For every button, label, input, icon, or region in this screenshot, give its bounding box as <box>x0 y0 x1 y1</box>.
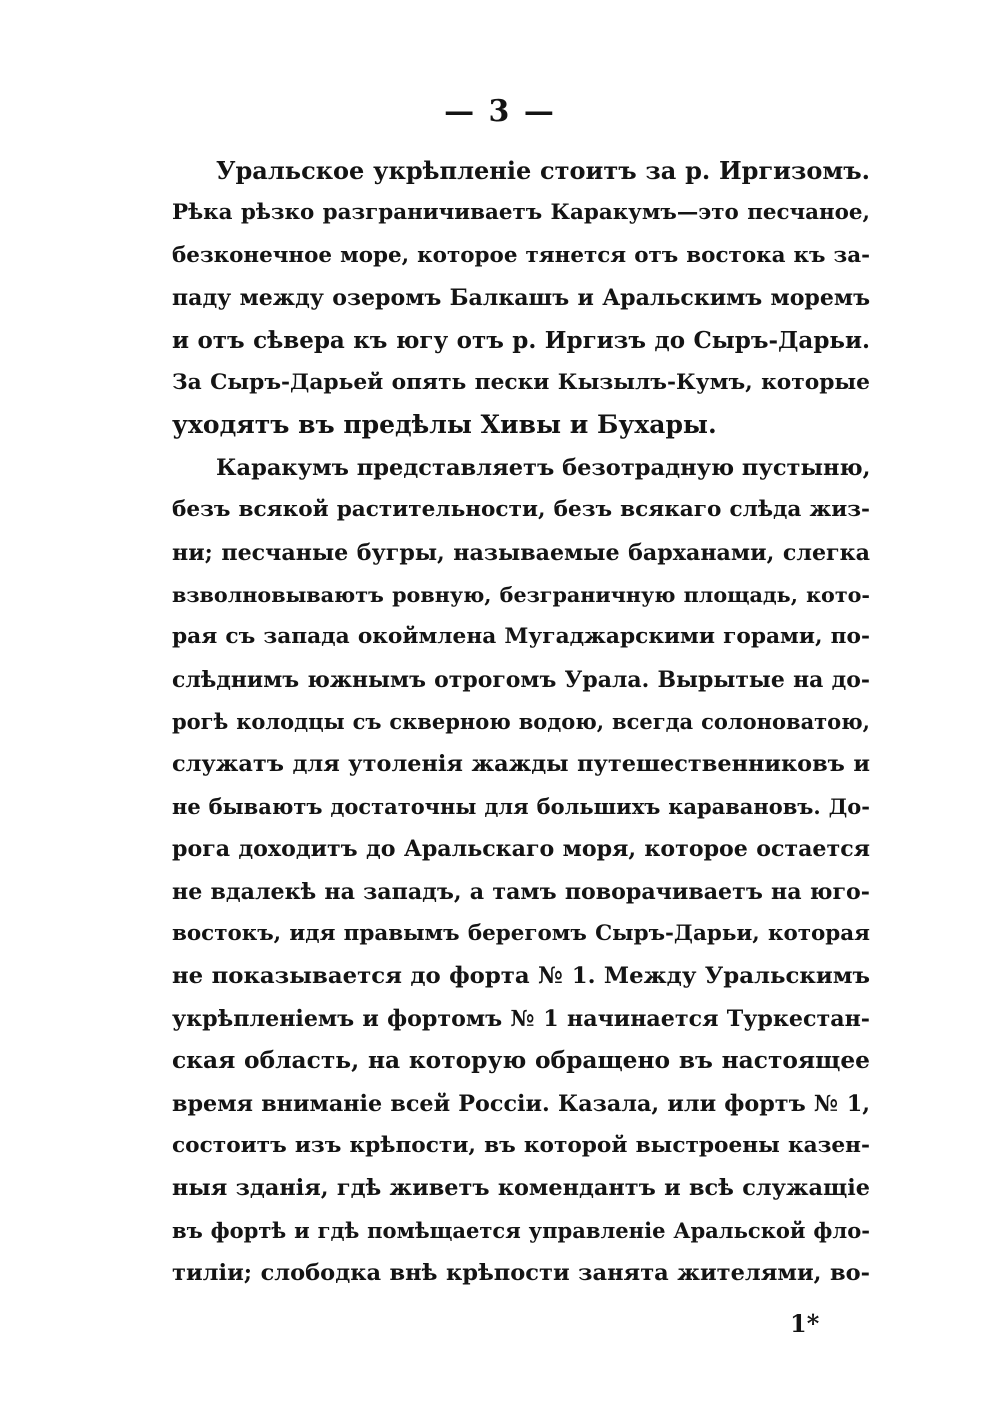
text-line: служатъ для утоленія жажды путешественниковъ и <box>172 751 870 778</box>
text-line: За Сыръ-Дарьей опять пески Кызылъ-Кумъ, которые <box>172 369 870 395</box>
text-line: уходятъ въ предѣлы Хивы и Бухары. <box>172 410 717 440</box>
text-line: Рѣка рѣзко разграничиваетъ Каракумъ—это песчаное, <box>172 200 870 226</box>
text-line: рога доходитъ до Аральскаго моря, которое остается <box>172 836 870 863</box>
text-line: рая съ запада окоймлена Мугаджарскими горами, по- <box>172 624 870 650</box>
text-line: въ фортѣ и гдѣ помѣщается управленіе Аральской фло- <box>172 1217 870 1243</box>
text-line: ныя зданія, гдѣ живетъ комендантъ и всѣ служащіе <box>172 1175 870 1202</box>
text-line: не бываютъ достаточны для большихъ каравановъ. До- <box>172 793 870 819</box>
text-line: не показывается до форта № 1. Между Уральскимъ <box>172 963 870 990</box>
text-line: укрѣпленіемъ и фортомъ № 1 начинается Туркестан- <box>172 1005 870 1032</box>
text-line: и отъ сѣвера къ югу отъ р. Иргизъ до Сыръ-Дарьи. <box>172 326 870 354</box>
text-line: безъ всякой растительности, безъ всякаго слѣда жиз- <box>172 497 870 523</box>
text-line: взволновываютъ ровную, безграничную площадь, кото- <box>172 582 870 607</box>
text-line: ская область, на которую обращено въ настоящее <box>172 1047 870 1075</box>
text-line: паду между озеромъ Балкашъ и Аральскимъ моремъ <box>172 285 870 312</box>
text-line: слѣднимъ южнымъ отрогомъ Урала. Вырытые на до- <box>172 666 870 693</box>
paragraph-2 <box>172 447 870 1295</box>
paragraph-1 <box>172 150 870 447</box>
page-number: — 3 — <box>444 94 556 129</box>
text-line: время вниманіе всей Россіи. Казала, или фортъ № 1, <box>172 1090 870 1117</box>
text-line: востокъ, идя правымъ берегомъ Сыръ-Дарьи, которая <box>172 921 870 947</box>
body-text <box>172 150 870 1295</box>
text-line: тиліи; слобoдка внѣ крѣпости занята жителями, во- <box>172 1260 870 1287</box>
text-line: безконечное море, которое тянется отъ востока къ за- <box>172 242 870 268</box>
text-line: рогѣ колодцы съ скверною водою, всегда солоноватою, <box>172 709 870 735</box>
text-line: не вдалекѣ на западъ, а тамъ поворачиваетъ на юго- <box>172 878 870 905</box>
text-line: Уральское укрѣпленіе стоитъ за р. Иргизомъ. <box>216 156 870 185</box>
text-line: Каракумъ представляетъ безотрадную пустыню, <box>216 454 871 481</box>
text-line: состоитъ изъ крѣпости, въ которой выстроены казен- <box>172 1132 870 1158</box>
signature-mark: 1* <box>790 1309 820 1338</box>
text-line: ни; песчаные бугры, называемые барханами, слегка <box>172 539 870 566</box>
